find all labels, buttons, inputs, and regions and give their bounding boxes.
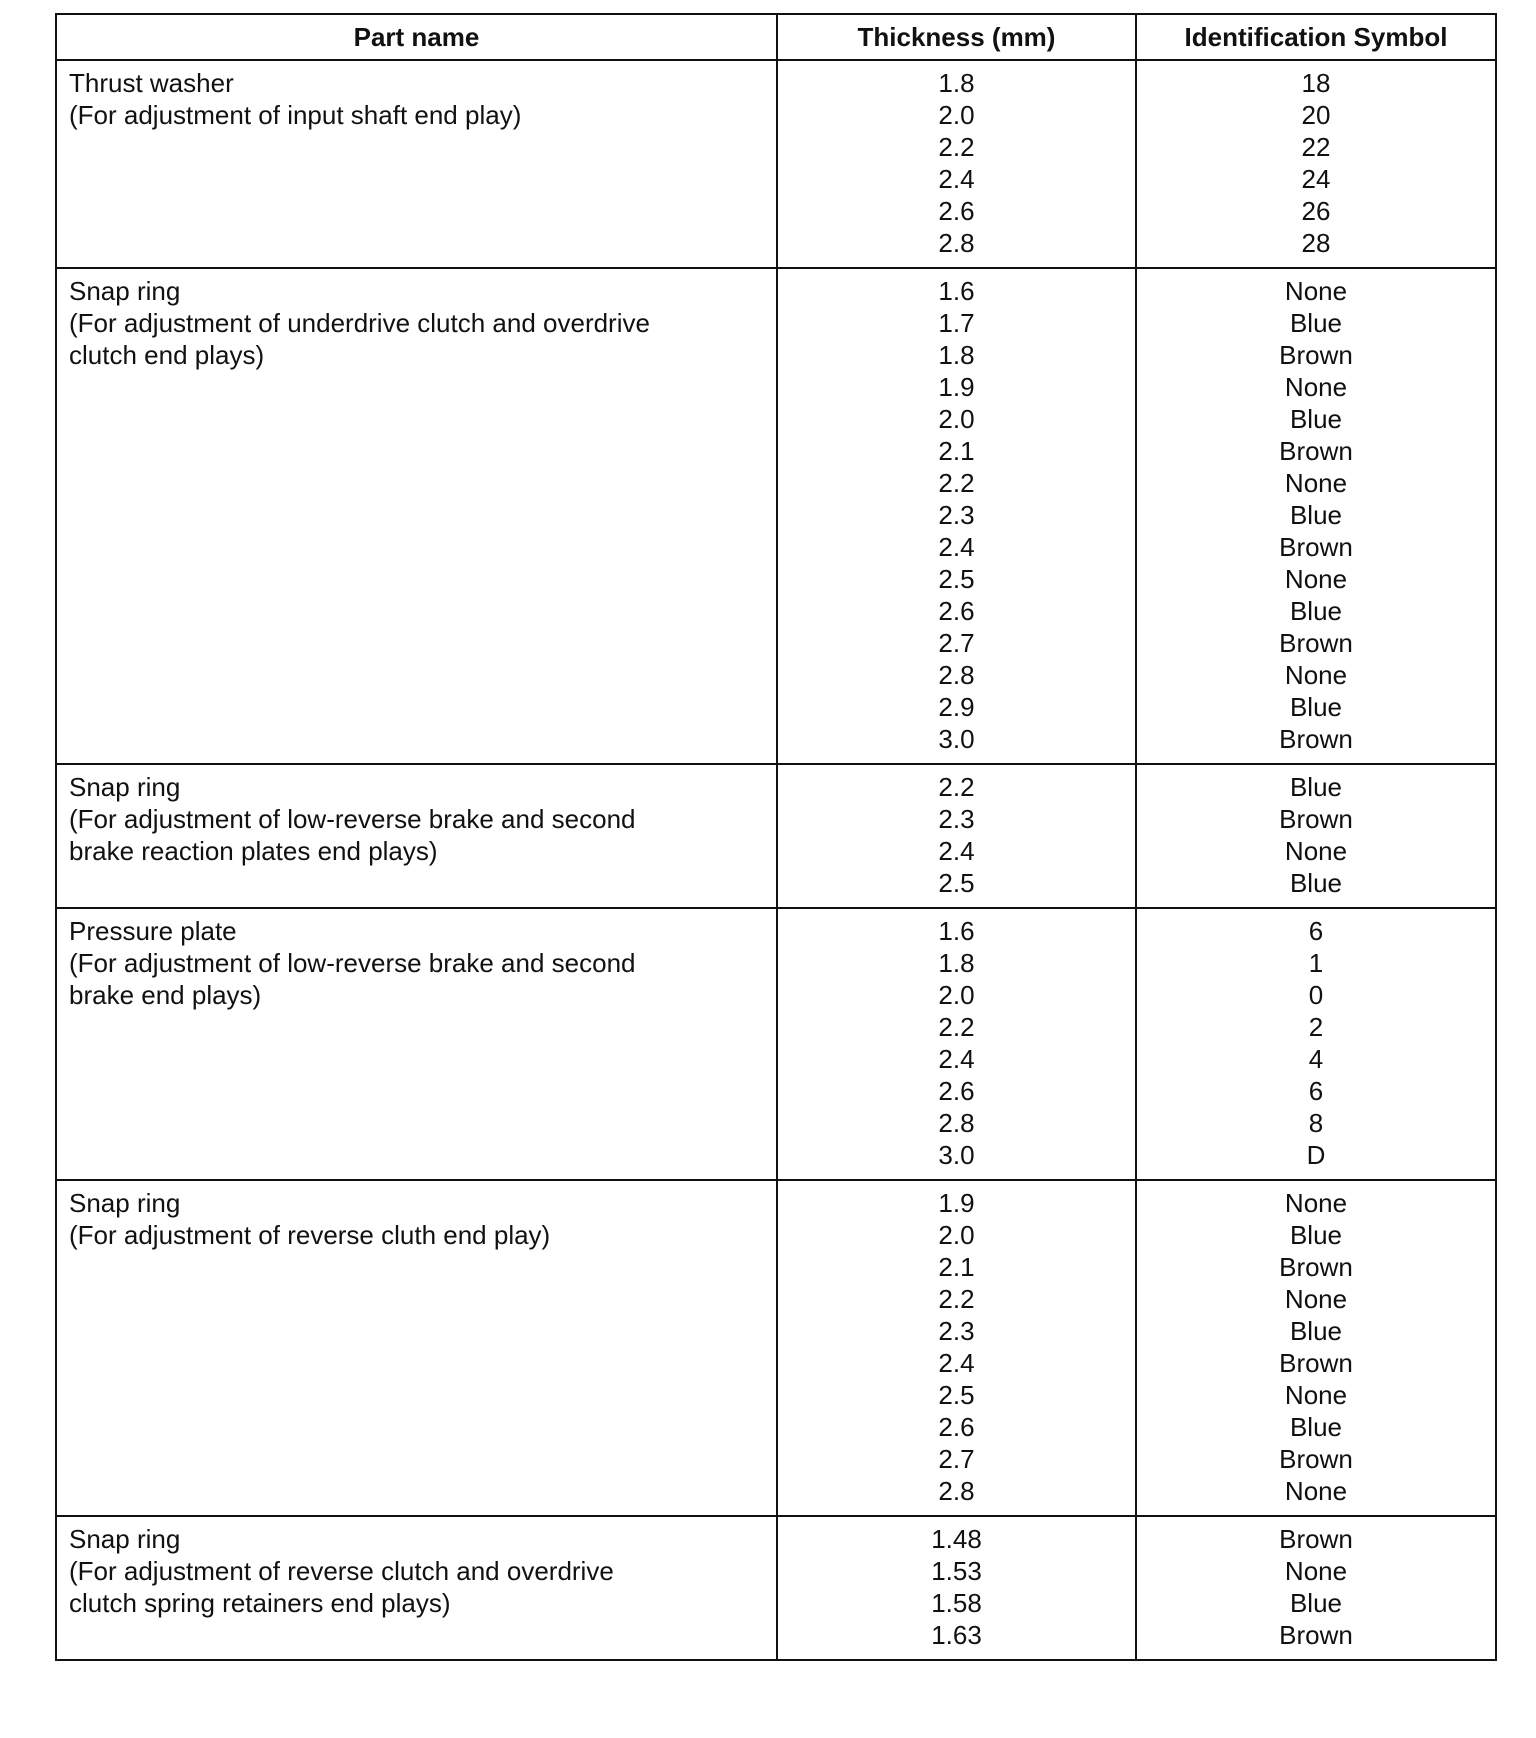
thickness-value: 2.5 <box>938 564 975 594</box>
identification-symbol-cell <box>1136 60 1496 268</box>
identification-symbol-cell <box>1136 764 1496 908</box>
thickness-cell <box>777 1516 1136 1660</box>
table-row <box>56 908 1496 1180</box>
thickness-value: 2.0 <box>938 404 975 434</box>
thickness-cell <box>777 1180 1136 1516</box>
thickness-value: 2.8 <box>938 1476 975 1506</box>
thickness-value: 2.9 <box>938 692 975 722</box>
identification-symbol-value: Brown <box>1279 436 1353 466</box>
identification-symbol-value: 6 <box>1308 916 1324 946</box>
thickness-value: 2.3 <box>938 804 975 834</box>
part-purpose: (For adjustment of low-reverse brake and second brake reaction plates end plays) <box>69 804 636 866</box>
part-name: Snap ring <box>69 276 181 306</box>
table-body <box>56 60 1496 1660</box>
thickness-value: 2.3 <box>938 500 975 530</box>
thickness-value: 2.6 <box>938 596 975 626</box>
identification-symbol-value: 6 <box>1308 1076 1324 1106</box>
thickness-value: 1.6 <box>938 276 975 306</box>
identification-symbol-value: 18 <box>1301 68 1331 98</box>
thickness-value: 2.3 <box>938 1316 975 1346</box>
thickness-value: 1.58 <box>931 1588 982 1618</box>
part-name-cell <box>56 268 777 764</box>
identification-symbol-value: Blue <box>1289 596 1343 626</box>
identification-symbol-value: Blue <box>1289 868 1343 898</box>
part-purpose: (For adjustment of input shaft end play) <box>69 100 522 130</box>
part-name: Snap ring <box>69 772 181 802</box>
identification-symbol-value: Blue <box>1289 1588 1343 1618</box>
table-row <box>56 764 1496 908</box>
thickness-value: 1.63 <box>931 1620 982 1650</box>
identification-symbol-value: Brown <box>1279 1444 1353 1474</box>
identification-symbol-value: Blue <box>1289 1316 1343 1346</box>
identification-symbol-value: Blue <box>1289 772 1343 802</box>
thickness-value: 1.9 <box>938 1188 975 1218</box>
part-name-cell <box>56 1516 777 1660</box>
identification-symbol-value: Brown <box>1279 340 1353 370</box>
part-name-cell <box>56 60 777 268</box>
thickness-value: 2.1 <box>938 436 975 466</box>
thickness-value: 2.0 <box>938 1220 975 1250</box>
identification-symbol-cell <box>1136 908 1496 1180</box>
spec-sheet <box>55 13 1495 1661</box>
table-row <box>56 60 1496 268</box>
thickness-value: 1.6 <box>938 916 975 946</box>
identification-symbol-value: None <box>1284 1556 1348 1586</box>
identification-symbol-value: 22 <box>1301 132 1331 162</box>
thickness-value: 3.0 <box>938 724 975 754</box>
identification-symbol-value: Blue <box>1289 308 1343 338</box>
identification-symbol-value: Blue <box>1289 692 1343 722</box>
part-name: Thrust washer <box>69 68 234 98</box>
part-name: Pressure plate <box>69 916 237 946</box>
identification-symbol-value: 8 <box>1308 1108 1324 1138</box>
thickness-value: 2.6 <box>938 1076 975 1106</box>
identification-symbol-value: None <box>1284 1188 1348 1218</box>
thickness-value: 2.1 <box>938 1252 975 1282</box>
identification-symbol-value: None <box>1284 372 1348 402</box>
part-name-cell <box>56 908 777 1180</box>
identification-symbol-value: None <box>1284 564 1348 594</box>
thickness-value: 3.0 <box>938 1140 975 1170</box>
identification-symbol-value: 2 <box>1308 1012 1324 1042</box>
identification-symbol-value: Blue <box>1289 500 1343 530</box>
thickness-cell <box>777 908 1136 1180</box>
identification-symbol-cell <box>1136 1180 1496 1516</box>
identification-symbol-value: Blue <box>1289 404 1343 434</box>
identification-symbol-value: 24 <box>1301 164 1331 194</box>
identification-symbol-value: None <box>1284 1380 1348 1410</box>
thickness-value: 2.2 <box>938 132 975 162</box>
identification-symbol-value: Brown <box>1279 532 1353 562</box>
thickness-value: 2.0 <box>938 100 975 130</box>
thickness-value: 1.8 <box>938 68 975 98</box>
thickness-cell <box>777 268 1136 764</box>
identification-symbol-value: Brown <box>1279 1348 1353 1378</box>
identification-symbol-value: 4 <box>1308 1044 1324 1074</box>
table-row <box>56 1180 1496 1516</box>
thickness-value: 2.4 <box>938 532 975 562</box>
identification-symbol-value: None <box>1284 276 1348 306</box>
thickness-value: 2.2 <box>938 1012 975 1042</box>
identification-symbol-value: Brown <box>1279 1524 1353 1554</box>
identification-symbol-value: 0 <box>1308 980 1324 1010</box>
identification-symbol-value: Brown <box>1279 724 1353 754</box>
thickness-value: 2.8 <box>938 228 975 258</box>
identification-symbol-value: None <box>1284 1476 1348 1506</box>
part-name: Snap ring <box>69 1524 181 1554</box>
thickness-value: 2.4 <box>938 1348 975 1378</box>
part-name-cell <box>56 1180 777 1516</box>
identification-symbol-value: Blue <box>1289 1412 1343 1442</box>
thickness-value: 2.4 <box>938 1044 975 1074</box>
thickness-value: 2.4 <box>938 164 975 194</box>
part-purpose: (For adjustment of underdrive clutch and overdrive clutch end plays) <box>69 308 650 370</box>
identification-symbol-value: None <box>1284 836 1348 866</box>
identification-symbol-cell <box>1136 268 1496 764</box>
part-purpose: (For adjustment of reverse clutch and overdrive clutch spring retainers end plays) <box>69 1556 614 1618</box>
thickness-cell <box>777 60 1136 268</box>
identification-symbol-value: None <box>1284 468 1348 498</box>
header-row <box>56 14 1496 60</box>
thickness-value: 2.5 <box>938 1380 975 1410</box>
thickness-value: 2.8 <box>938 1108 975 1138</box>
identification-symbol-value: 26 <box>1301 196 1331 226</box>
thickness-value: 2.5 <box>938 868 975 898</box>
header-part-name: Part name <box>56 14 777 60</box>
thickness-value: 2.2 <box>938 772 975 802</box>
thickness-value: 1.8 <box>938 948 975 978</box>
identification-symbol-value: None <box>1284 660 1348 690</box>
identification-symbol-value: 20 <box>1301 100 1331 130</box>
identification-symbol-cell <box>1136 1516 1496 1660</box>
identification-symbol-value: Brown <box>1279 804 1353 834</box>
part-purpose: (For adjustment of low-reverse brake and second brake end plays) <box>69 948 636 1010</box>
thickness-value: 1.48 <box>931 1524 982 1554</box>
identification-symbol-value: 28 <box>1301 228 1331 258</box>
thickness-value: 2.2 <box>938 468 975 498</box>
thickness-cell <box>777 764 1136 908</box>
part-name-cell <box>56 764 777 908</box>
table-header <box>56 14 1496 60</box>
header-thickness: Thickness (mm) <box>777 14 1136 60</box>
thickness-value: 2.8 <box>938 660 975 690</box>
thickness-value: 1.8 <box>938 340 975 370</box>
table-row <box>56 1516 1496 1660</box>
identification-symbol-value: D <box>1306 1140 1326 1170</box>
identification-symbol-value: Brown <box>1279 1252 1353 1282</box>
identification-symbol-value: Brown <box>1279 628 1353 658</box>
thickness-value: 2.4 <box>938 836 975 866</box>
thickness-value: 2.6 <box>938 196 975 226</box>
identification-symbol-value: Brown <box>1279 1620 1353 1650</box>
thickness-value: 1.53 <box>931 1556 982 1586</box>
identification-symbol-value: None <box>1284 1284 1348 1314</box>
part-purpose: (For adjustment of reverse cluth end play) <box>69 1220 551 1250</box>
thickness-value: 2.2 <box>938 1284 975 1314</box>
thickness-value: 2.6 <box>938 1412 975 1442</box>
thickness-value: 2.7 <box>938 1444 975 1474</box>
identification-symbol-value: Blue <box>1289 1220 1343 1250</box>
thickness-value: 1.7 <box>938 308 975 338</box>
header-identification-symbol: Identification Symbol <box>1136 14 1496 60</box>
part-name: Snap ring <box>69 1188 181 1218</box>
thickness-spec-table <box>55 13 1497 1661</box>
thickness-value: 2.0 <box>938 980 975 1010</box>
table-row <box>56 268 1496 764</box>
thickness-value: 2.7 <box>938 628 975 658</box>
identification-symbol-value: 1 <box>1308 948 1324 978</box>
thickness-value: 1.9 <box>938 372 975 402</box>
